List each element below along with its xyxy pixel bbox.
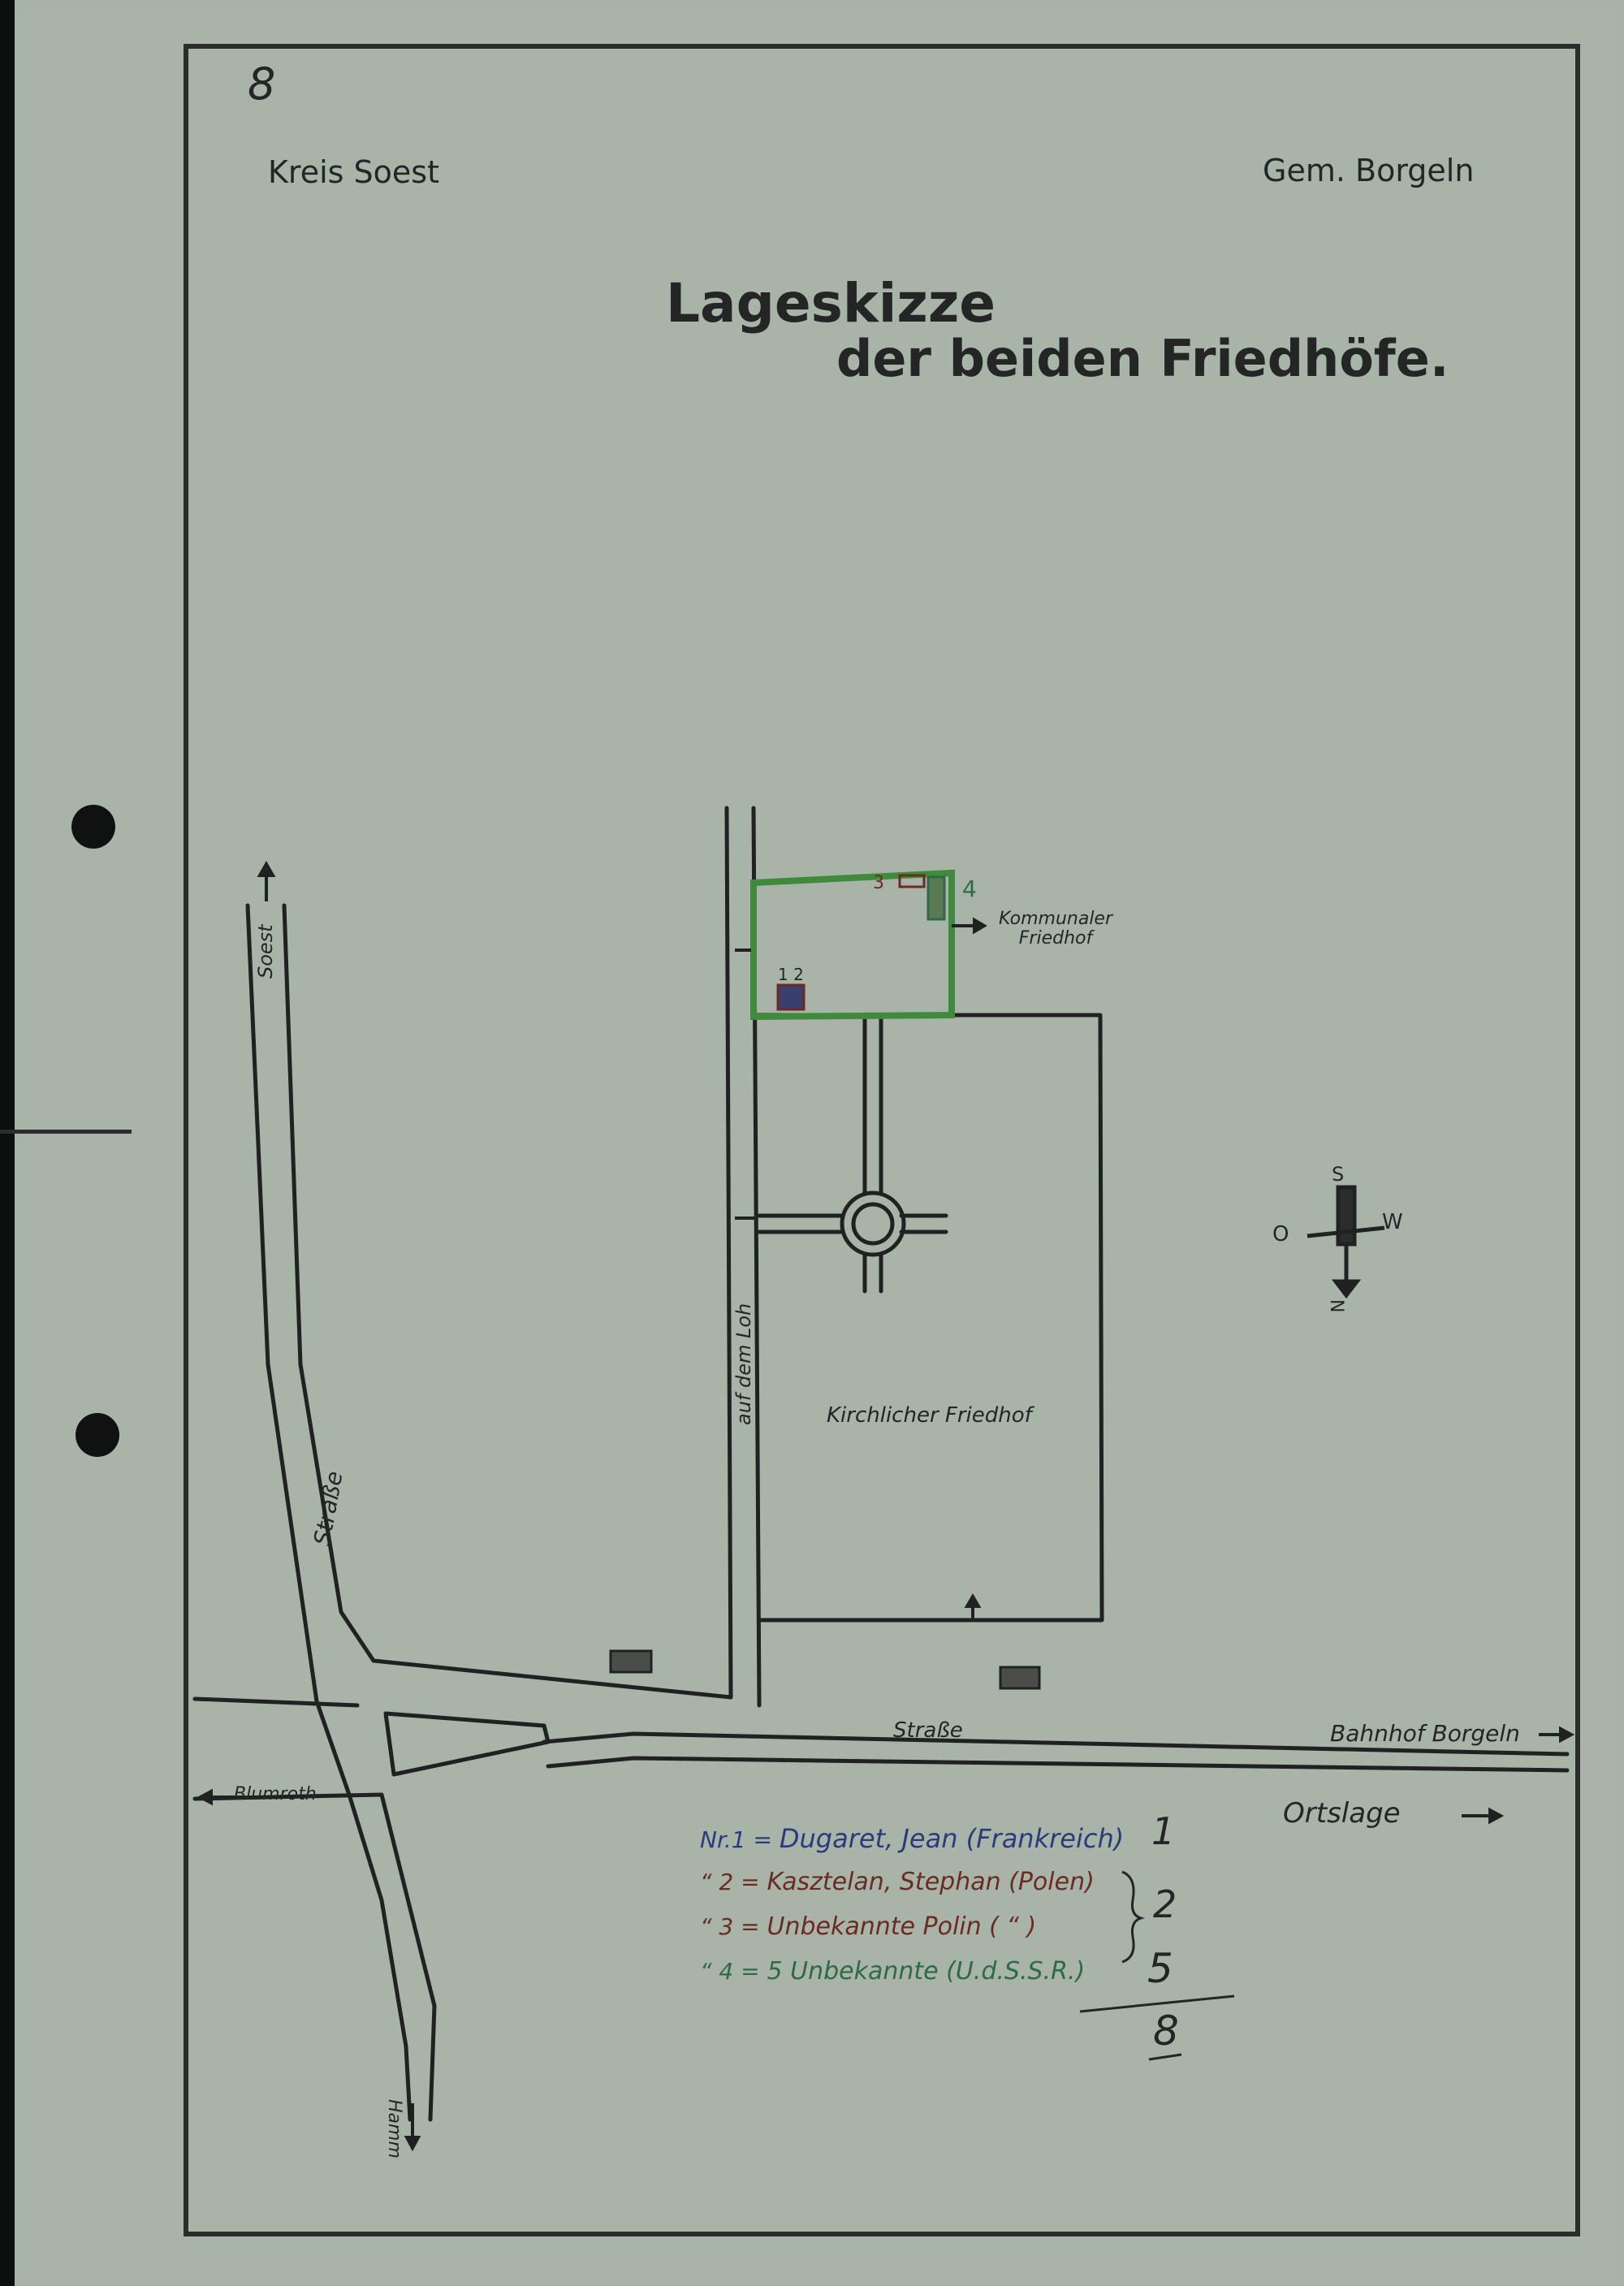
compass-east-label: O xyxy=(1272,1222,1289,1247)
legend-brace xyxy=(1122,1872,1141,1962)
title-line-2: der beiden Friedhöfe. xyxy=(836,329,1449,388)
district-label: Kreis Soest xyxy=(268,154,439,190)
road-label-auf-dem-loh: auf dem Loh xyxy=(732,1303,755,1425)
soest-road-right-edge xyxy=(284,905,731,1697)
legend-entry-4 xyxy=(700,1957,1085,1986)
building-east xyxy=(1000,1667,1039,1688)
legend-text-1: Dugaret, Jean (Frankreich) xyxy=(779,1823,1125,1854)
count-total: 8 xyxy=(1153,2007,1179,2055)
legend-entry-2 xyxy=(700,1868,1095,1896)
kirchlicher-friedhof-label: Kirchlicher Friedhof xyxy=(827,1403,1032,1428)
ortslage-label: Ortslage xyxy=(1283,1797,1401,1830)
legend-text-2: Kasztelan, Stephan (Polen) xyxy=(767,1868,1095,1896)
count-4: 5 xyxy=(1147,1945,1173,1992)
compass-south-label: S xyxy=(1332,1163,1345,1186)
traffic-island xyxy=(386,1713,548,1774)
road-label-soest: Soest xyxy=(254,924,277,979)
street-edge-west xyxy=(195,1699,357,1705)
auf-dem-loh-west-edge xyxy=(727,808,731,1697)
grave-label-3: 3 xyxy=(873,873,884,893)
grave-4-marker xyxy=(928,877,944,919)
grave-1-2-marker xyxy=(778,985,804,1009)
legend-entry-1 xyxy=(700,1823,1124,1854)
legend-text-3: Unbekannte Polin ( “ ) xyxy=(767,1912,1037,1941)
count-2-3: 2 xyxy=(1153,1882,1177,1926)
page-number: 8 xyxy=(248,58,276,110)
legend-entry-3 xyxy=(700,1912,1036,1941)
count-1: 1 xyxy=(1151,1809,1176,1853)
road-label-hamm: Hamm xyxy=(384,2099,404,2159)
title-line-1: Lageskizze xyxy=(666,272,996,335)
legend-num-1: Nr.1 = xyxy=(700,1826,772,1853)
compass-north-label: N xyxy=(1326,1299,1346,1313)
legend-num-4: “ 4 = xyxy=(700,1958,760,1985)
kommunaler-friedhof-label: Kommunaler Friedhof xyxy=(998,909,1113,949)
legend-num-3: “ 3 = xyxy=(700,1913,760,1940)
road-label-blumroth: Blumroth xyxy=(234,1784,317,1804)
legend-num-2: “ 2 = xyxy=(700,1869,760,1895)
legend-text-4: 5 Unbekannte (U.d.S.S.R.) xyxy=(767,1957,1086,1986)
municipality-label: Gem. Borgeln xyxy=(1263,153,1475,188)
main-street-south-edge xyxy=(548,1758,1567,1770)
grave-label-4: 4 xyxy=(962,875,977,902)
compass-west-label: W xyxy=(1382,1210,1403,1234)
kirchlicher-friedhof-outline xyxy=(754,1015,1102,1620)
road-label-strasse-west: Straße xyxy=(309,1469,348,1548)
building-west xyxy=(611,1651,651,1672)
grave-label-1-2: 1 2 xyxy=(778,965,804,984)
road-label-strasse-main: Straße xyxy=(893,1718,963,1743)
road-label-bahnhof: Bahnhof Borgeln xyxy=(1330,1720,1520,1747)
